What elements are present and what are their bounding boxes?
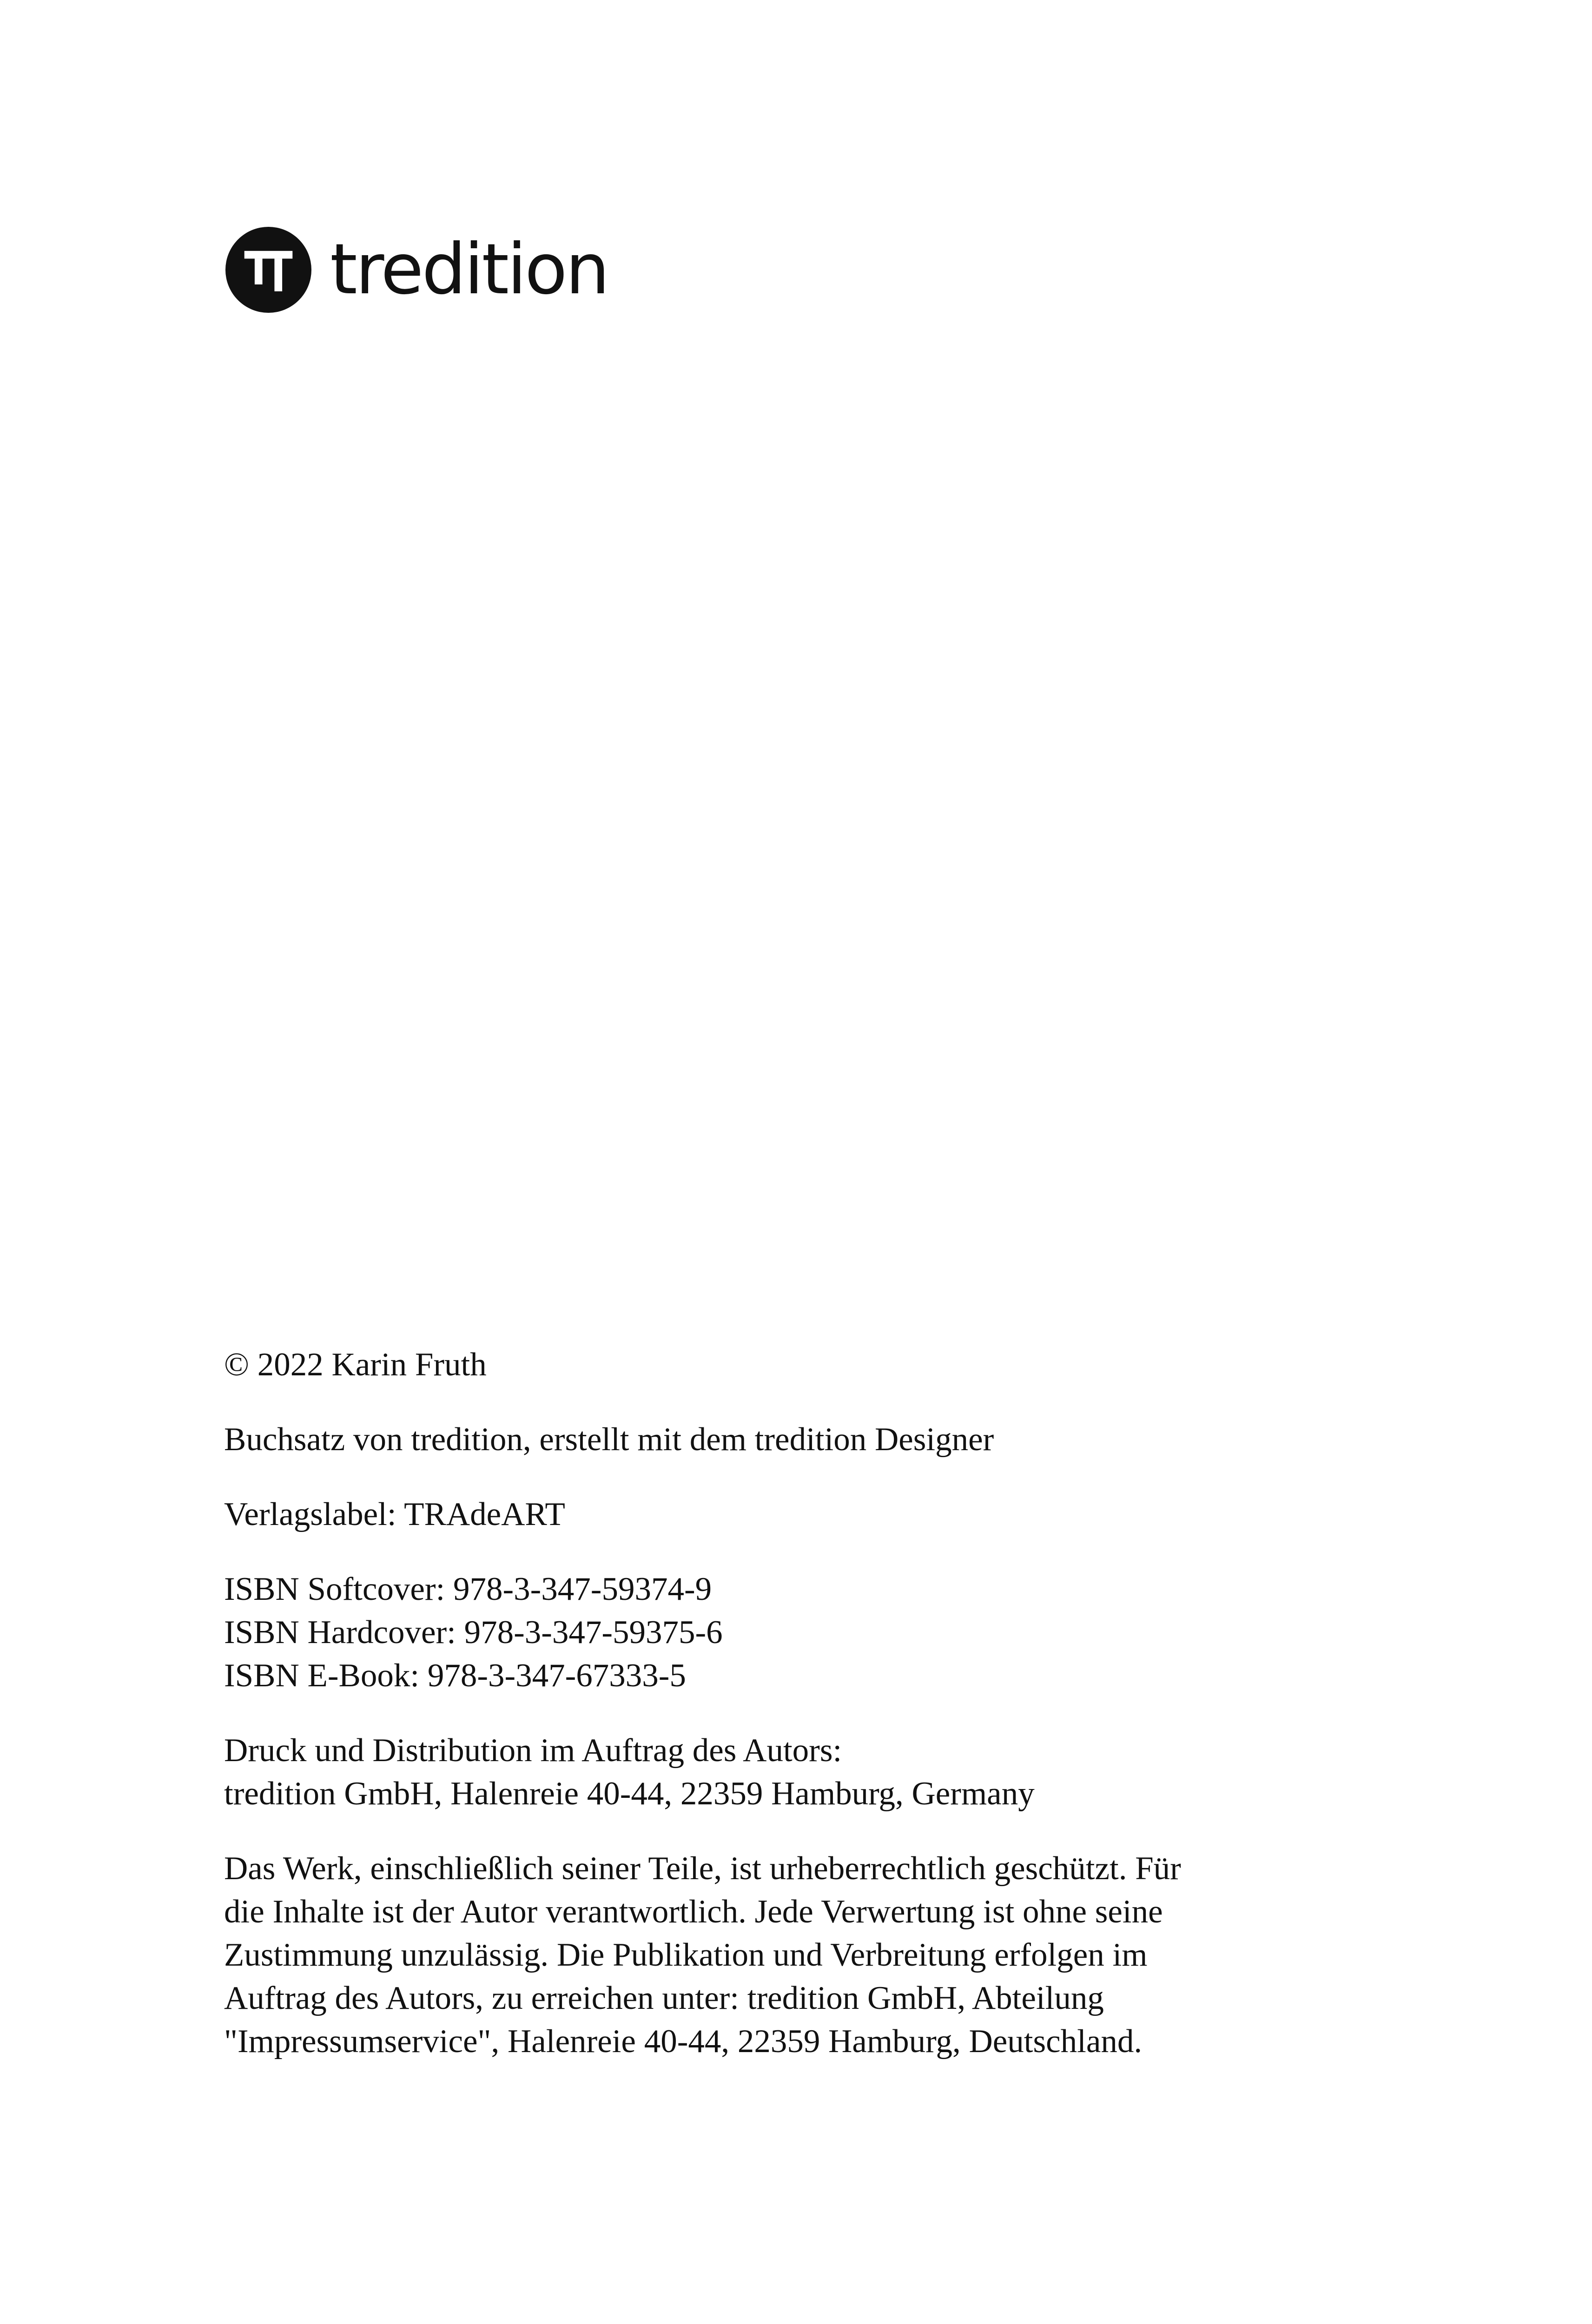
imprint-block [224, 1343, 1363, 2095]
distribution-block [224, 1729, 1363, 1816]
isbn-ebook: ISBN E-Book: 978-3-347-67333-5 [224, 1657, 686, 1694]
legal-notice [224, 1847, 1363, 2063]
publisher-logo [225, 225, 608, 314]
legal-line: "Impressumservice", Halenreie 40-44, 22359 Hamburg, Deutschland. [224, 2023, 1143, 2060]
legal-line: Das Werk, einschließlich seiner Teile, ist urheberrechtlich geschützt. Für [224, 1850, 1181, 1887]
isbn-softcover: ISBN Softcover: 978-3-347-59374-9 [224, 1571, 712, 1607]
isbn-hardcover: ISBN Hardcover: 978-3-347-59375-6 [224, 1614, 723, 1651]
typesetting-line: Buchsatz von tredition, erstellt mit dem tredition Designer [224, 1421, 994, 1458]
legal-line: Zustimmung unzulässig. Die Publikation und Verbreitung erfolgen im [224, 1937, 1148, 1973]
distribution-address: tredition GmbH, Halenreie 40-44, 22359 Hamburg, Germany [224, 1776, 1035, 1812]
tredition-logo-icon [225, 227, 311, 313]
copyright-line: © 2022 Karin Fruth [224, 1347, 487, 1383]
legal-line: die Inhalte ist der Autor verantwortlich. Jede Verwertung ist ohne seine [224, 1894, 1163, 1930]
legal-line: Auftrag des Autors, zu erreichen unter: tredition GmbH, Abteilung [224, 1980, 1104, 2016]
publisher-label-line: Verlagslabel: TRAdeART [224, 1496, 565, 1532]
publisher-wordmark: tredition [330, 229, 608, 310]
isbn-block [224, 1568, 1363, 1697]
distribution-line: Druck und Distribution im Auftrag des Autors: [224, 1732, 842, 1769]
